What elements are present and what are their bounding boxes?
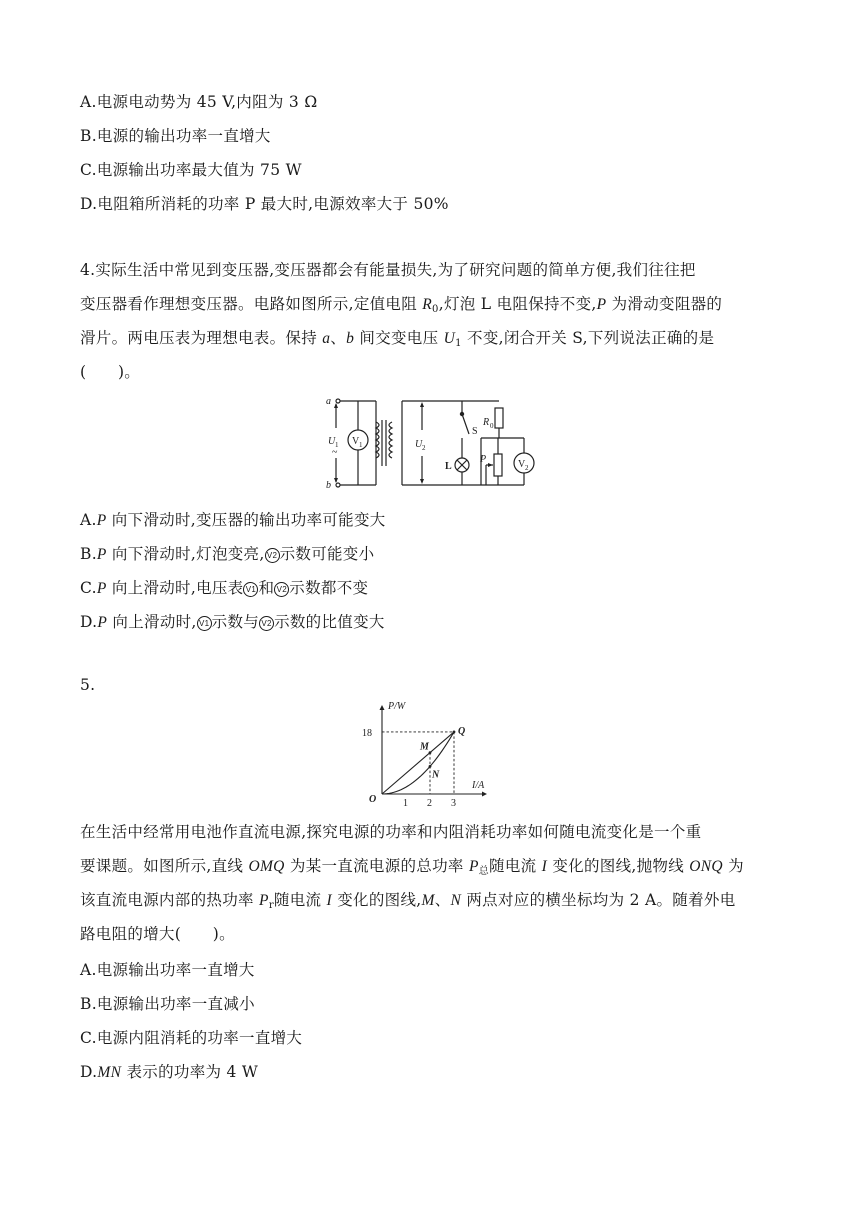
q5-point-q-label: Q bbox=[458, 725, 466, 737]
q4-option-d: D.P 向上滑动时, V1 示数与 V2 示数的比值变大 bbox=[80, 613, 385, 631]
q4-stem-line3: 滑片。两电压表为理想电表。保持 a、b 间交变电压 $U_1$ 不变,闭合开关 S,下列说法正确的是 bbox=[80, 329, 715, 349]
q4-option-c: C.P 向上滑动时,电压表 V1 和 V2 示数都不变 bbox=[80, 579, 369, 597]
q5-stem-line3: 该直流电源内部的热功率 $P_r$随电流 I 变化的图线,M、N 两点对应的横坐标均为 2 A。随着外电 bbox=[80, 891, 736, 911]
q5-power-chart bbox=[360, 700, 500, 810]
q4-terminal-b: b bbox=[326, 480, 331, 491]
q5-y-axis-label: P/W bbox=[388, 701, 406, 712]
q5-x-tick-1: 1 bbox=[403, 798, 408, 809]
q4-r0-sub: 0 bbox=[490, 422, 494, 430]
q4-slider-label: P bbox=[480, 454, 487, 465]
q4-u1-label: U bbox=[328, 436, 336, 447]
q5-x-axis-label: I/A bbox=[472, 780, 485, 791]
q4-u2-sub: 2 bbox=[422, 444, 426, 452]
q5-point-m bbox=[429, 751, 432, 754]
q5-stem-line4: 路电阻的增大( )。 bbox=[80, 925, 235, 943]
v1-meter-icon: V1 bbox=[197, 616, 212, 631]
q3-option-d: D.电阻箱所消耗的功率 P 最大时,电源效率大于 50% bbox=[80, 195, 449, 213]
q3-option-b: B.电源的输出功率一直增大 bbox=[80, 127, 271, 145]
q5-number: 5. bbox=[80, 676, 96, 694]
v1-meter-icon: V1 bbox=[243, 582, 258, 597]
v2-meter-icon: V2 bbox=[265, 548, 280, 563]
q5-x-tick-2: 2 bbox=[427, 798, 432, 809]
q4-option-b: B.P 向下滑动时,灯泡变亮, V2 示数可能变小 bbox=[80, 545, 375, 563]
q5-point-n-label: N bbox=[432, 769, 440, 781]
q4-stem-line1: 4.实际生活中常见到变压器,变压器都会有能量损失,为了研究问题的简单方便,我们往往把 bbox=[80, 261, 696, 279]
q4-stem-line4: ( )。 bbox=[80, 363, 141, 381]
q4-ac-symbol: ~ bbox=[332, 447, 338, 458]
v2-meter-icon: V2 bbox=[259, 616, 274, 631]
q5-stem-line1: 在生活中经常用电池作直流电源,探究电源的功率和内阻消耗功率如何随电流变化是一个重 bbox=[80, 823, 702, 841]
q5-stem-line2: 要课题。如图所示,直线 OMQ 为某一直流电源的总功率 $P_总$随电流 I 变化的图线,抛物线 ONQ 为 bbox=[80, 857, 744, 877]
q5-origin-label: O bbox=[369, 794, 377, 805]
q4-r0-label: R bbox=[483, 417, 490, 428]
q5-point-q bbox=[453, 731, 456, 734]
q4-switch-label: S bbox=[472, 426, 478, 437]
q4-v2-meter-label: V bbox=[518, 459, 526, 470]
q5-point-n bbox=[429, 765, 432, 768]
q5-option-c: C.电源内阻消耗的功率一直增大 bbox=[80, 1029, 303, 1047]
q4-u2-label: U bbox=[415, 439, 423, 450]
v2-meter-icon: V2 bbox=[274, 582, 289, 597]
q3-option-c: C.电源输出功率最大值为 75 W bbox=[80, 161, 302, 179]
q4-v1-meter-label: V bbox=[352, 436, 360, 447]
q5-y-tick-18: 18 bbox=[362, 727, 372, 739]
q4-stem-line2: 变压器看作理想变压器。电路如图所示,定值电阻 $R_0$,灯泡 L 电阻保持不变,P 为滑动变阻器的 bbox=[80, 295, 723, 315]
q5-option-a: A.电源输出功率一直增大 bbox=[80, 961, 255, 979]
q5-point-m-label: M bbox=[420, 741, 429, 753]
q5-option-b: B.电源输出功率一直减小 bbox=[80, 995, 255, 1013]
q4-circuit-diagram bbox=[326, 392, 546, 492]
q4-option-a: A.P 向下滑动时,变压器的输出功率可能变大 bbox=[80, 511, 386, 529]
q5-option-d: D.MN 表示的功率为 4 W bbox=[80, 1063, 259, 1081]
q4-v2-meter-sub: 2 bbox=[525, 464, 529, 472]
q4-terminal-a: a bbox=[326, 396, 331, 407]
q4-u1-sub: 1 bbox=[335, 441, 339, 449]
q4-lamp-label: L bbox=[445, 461, 452, 472]
q3-option-a: A.电源电动势为 45 V,内阻为 3 Ω bbox=[80, 93, 318, 111]
q5-x-tick-3: 3 bbox=[451, 798, 456, 809]
q5-series-omq bbox=[382, 732, 454, 794]
q4-v1-meter-sub: 1 bbox=[359, 441, 363, 449]
